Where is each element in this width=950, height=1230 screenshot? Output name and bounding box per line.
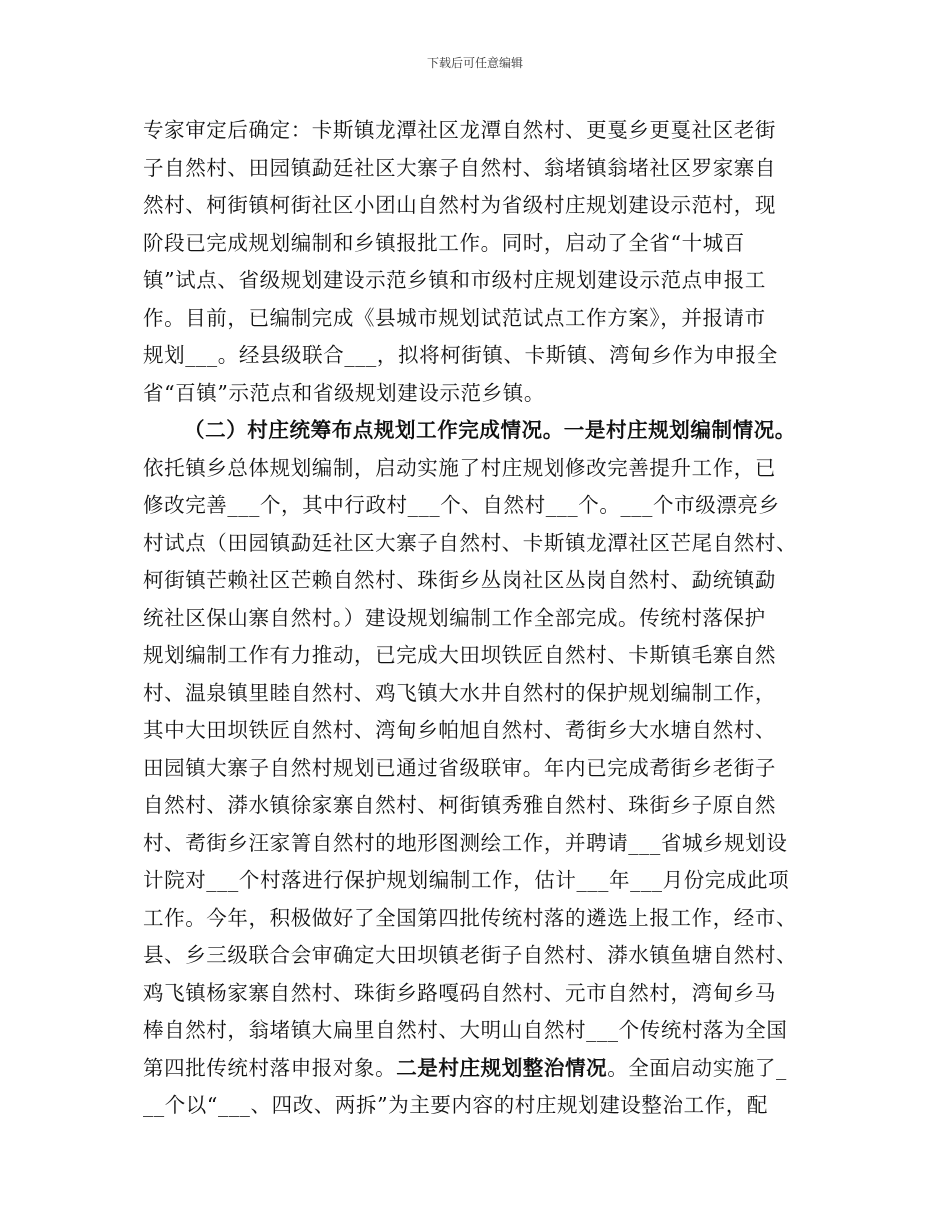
text-line bbox=[143, 150, 813, 188]
text-line bbox=[143, 187, 813, 225]
line-text: 然村、柯街镇柯街社区小团山自然村为省级村庄规划建设示范村，现 bbox=[143, 193, 776, 217]
line-text: 规划编制工作有力推动，已完成大田坝铁匠自然村、卡斯镇毛寨自然 bbox=[143, 643, 776, 667]
text-line bbox=[143, 262, 813, 300]
subsection-heading: 二是村庄规划整治情况 bbox=[396, 1055, 608, 1080]
line-text: 村试点（田园镇勐廷社区大寨子自然村、卡斯镇龙潭社区芒尾自然村、 bbox=[143, 530, 798, 555]
section-heading: （二）村庄统筹布点规划工作完成情况。一是村庄规划编制情况。 bbox=[184, 418, 796, 442]
line-text: 作。目前，已编制完成《县城市规划试范试点工作方案》，并报请市 bbox=[143, 305, 766, 330]
line-text: 修改完善___个，其中行政村___个、自然村___个。___个市级漂亮乡 bbox=[143, 493, 780, 517]
text-line bbox=[143, 525, 813, 563]
text-line bbox=[143, 487, 813, 525]
text-line bbox=[143, 337, 813, 375]
section-heading-line bbox=[143, 412, 813, 450]
line-text: 规划___。经县级联合___，拟将柯街镇、卡斯镇、湾甸乡作为申报全 bbox=[143, 343, 778, 367]
line-text: 阶段已完成规划编制和乡镇报批工作。同时，启动了全省“十城百 bbox=[143, 230, 745, 255]
text-line bbox=[143, 750, 813, 788]
text-line bbox=[143, 600, 813, 638]
line-text: 专家审定后确定：卡斯镇龙潭社区龙潭自然村、更戛乡更戛社区老街 bbox=[143, 118, 776, 142]
line-text: 镇”试点、省级规划建设示范乡镇和市级村庄规划建设示范点申报工 bbox=[143, 268, 766, 292]
line-text: 村、温泉镇里睦自然村、鸡飞镇大水井自然村的保护规划编制工作， bbox=[143, 680, 776, 705]
line-text: 计院对___个村落进行保护规划编制工作，估计___年___月份完成此项 bbox=[143, 868, 790, 892]
line-text: 村、耉街乡汪家箐自然村的地形图测绘工作，并聘请___省城乡规划设 bbox=[143, 830, 788, 855]
line-text: 统社区保山寨自然村。）建设规划编制工作全部完成。传统村落保护 bbox=[143, 605, 766, 630]
text-line bbox=[143, 975, 813, 1013]
text-line bbox=[143, 112, 813, 150]
text-line bbox=[143, 300, 813, 338]
line-text: 其中大田坝铁匠自然村、湾甸乡帕旭自然村、耉街乡大水塘自然村、 bbox=[143, 718, 776, 742]
line-text: 自然村、漭水镇徐家寨自然村、柯街镇秀雅自然村、珠街乡子原自然 bbox=[143, 793, 776, 817]
line-text: 棒自然村，翁堵镇大扁里自然村、大明山自然村___个传统村落为全国 bbox=[143, 1018, 788, 1042]
text-line bbox=[143, 862, 813, 900]
line-text: 县、乡三级联合会审确定大田坝镇老街子自然村、漭水镇鱼塘自然村、 bbox=[143, 943, 798, 967]
text-line bbox=[143, 712, 813, 750]
line-text: 田园镇大寨子自然村规划已通过省级联审。年内已完成耉街乡老街子 bbox=[143, 755, 776, 780]
text-line bbox=[143, 450, 813, 488]
text-line bbox=[143, 375, 813, 413]
line-text: 柯街镇芒赖社区芒赖自然村、珠街乡丛岗社区丛岗自然村、勐统镇勐 bbox=[143, 568, 776, 592]
document-body bbox=[143, 112, 813, 1125]
line-text-continued: 。全面启动实施了_ bbox=[607, 1055, 787, 1080]
line-text: 依托镇乡总体规划编制，启动实施了村庄规划修改完善提升工作，已 bbox=[143, 455, 776, 480]
text-line bbox=[143, 900, 813, 938]
line-text: 第四批传统村落申报对象。 bbox=[143, 1055, 397, 1080]
text-line bbox=[143, 225, 813, 263]
line-text: 工作。今年，积极做好了全国第四批传统村落的遴选上报工作，经市、 bbox=[143, 905, 798, 930]
line-text: 子自然村、田园镇勐廷社区大寨子自然村、翁堵镇翁堵社区罗家寨自 bbox=[143, 155, 776, 180]
text-line bbox=[143, 937, 813, 975]
text-line bbox=[143, 787, 813, 825]
text-line bbox=[143, 1087, 813, 1125]
text-line bbox=[143, 1012, 813, 1050]
page-header: 下载后可任意编辑 bbox=[426, 56, 523, 70]
text-line bbox=[143, 562, 813, 600]
text-line bbox=[143, 825, 813, 863]
text-line bbox=[143, 637, 813, 675]
line-text: 鸡飞镇杨家寨自然村、珠街乡路嘎码自然村、元市自然村，湾甸乡马 bbox=[143, 980, 776, 1005]
line-text: 省“百镇”示范点和省级规划建设示范乡镇。 bbox=[143, 380, 545, 405]
text-line bbox=[143, 675, 813, 713]
text-line bbox=[143, 1050, 813, 1088]
line-text: __个以“___、四改、两拆”为主要内容的村庄规划建设整治工作，配 bbox=[143, 1093, 769, 1117]
